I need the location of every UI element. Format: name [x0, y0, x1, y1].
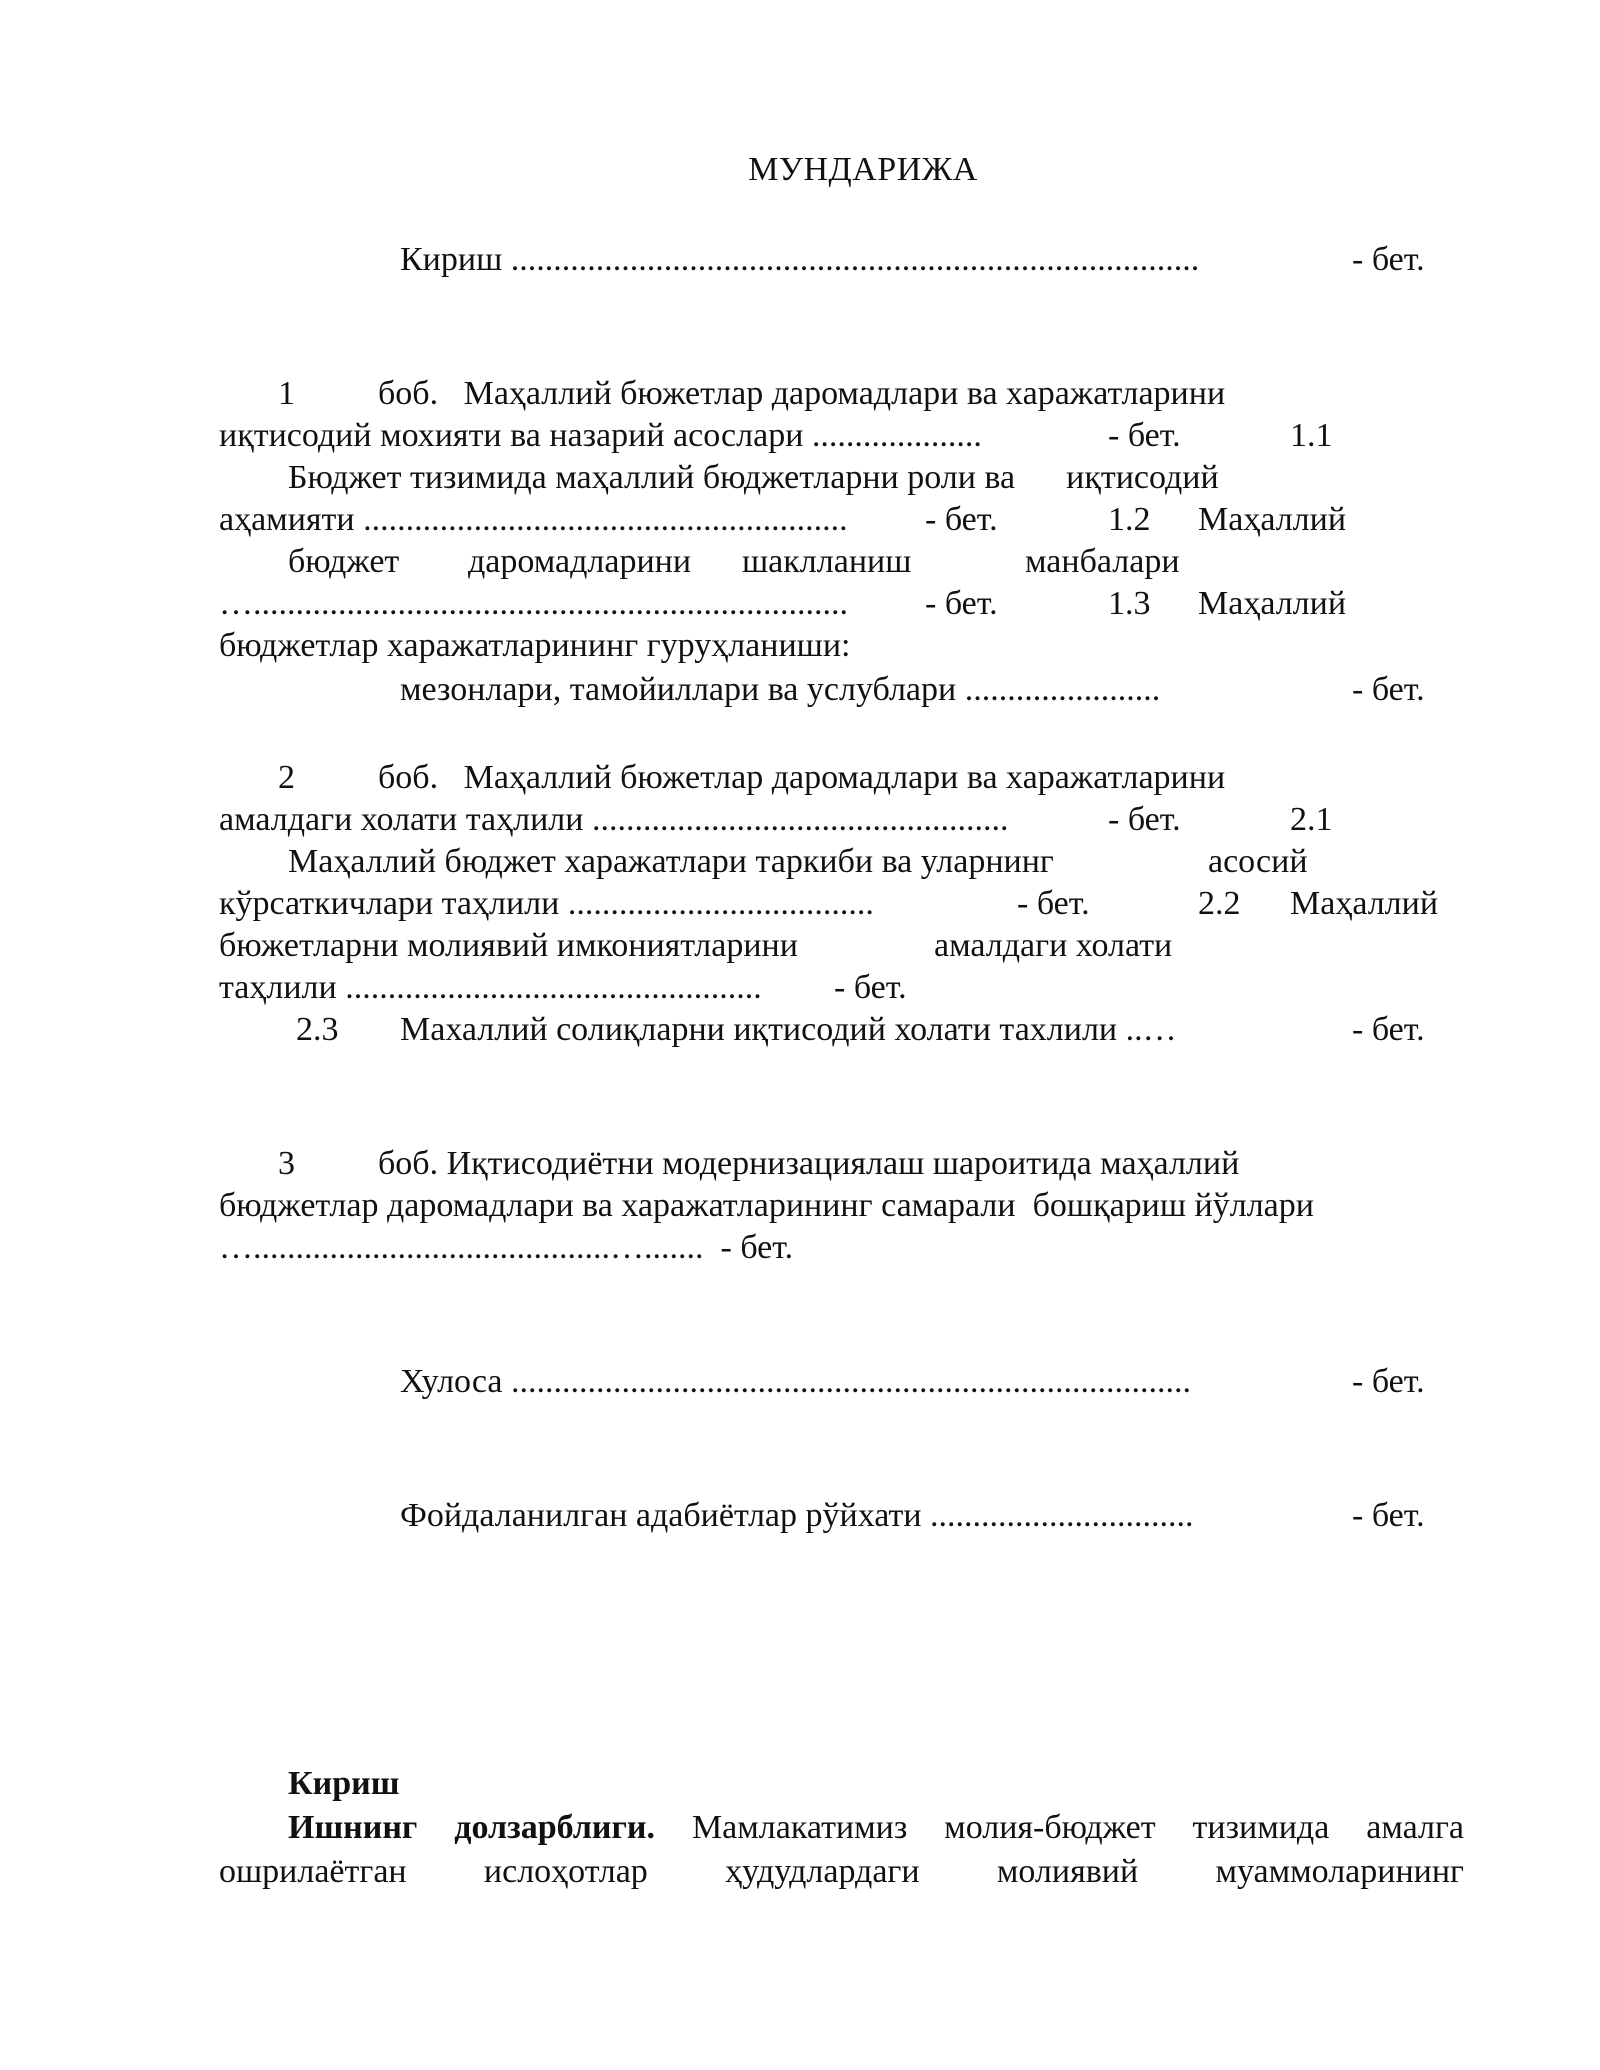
toc-2-2-line2-right: амалдаги холати: [934, 927, 1173, 964]
toc-1-3-number: 1.3: [1108, 585, 1151, 622]
toc-1-3-page: - бет.: [1352, 671, 1425, 708]
toc-references-text: Фойдаланилган адабиётлар рўйхати ...............................: [400, 1497, 1194, 1534]
toc-1-3-line3: мезонлари, тамойиллари ва услублари .......................: [400, 671, 1161, 708]
toc-2-3-page: - бет.: [1352, 1011, 1425, 1048]
toc-1-3-word: Маҳаллий: [1198, 585, 1347, 622]
toc-ch2-line2: амалдаги холати таҳлили .................................................: [219, 801, 1009, 838]
intro-lead-bold: Ишнинг долзарблиги.: [288, 1809, 656, 1846]
toc-ch3-line2: бюджетлар даромадлари ва харажатларининг самарали бошқариш йўллари: [219, 1187, 1314, 1224]
intro-paragraph-line2: ошрилаётган ислоҳотлар ҳудудлардаги молиявий муаммоларининг: [219, 1853, 1464, 1890]
toc-2-3-title: Махаллий солиқларни иқтисодий холати тахлили ..…: [400, 1011, 1177, 1048]
toc-1-2-word-b: даромадларини: [468, 543, 692, 580]
toc-conclusion-page: - бет.: [1352, 1363, 1425, 1400]
toc-1-2-word-c: шаклланиш: [742, 543, 912, 580]
intro-heading: Кириш: [288, 1765, 400, 1802]
toc-ch1-line2: иқтисодий мохияти ва назарий асослари ....................: [219, 417, 982, 454]
toc-ch3-title: боб. Иқтисодиётни модернизациялаш шароитида маҳаллий: [378, 1145, 1240, 1182]
toc-ch3-number: 3: [278, 1145, 295, 1182]
toc-ch3-line3: …..........................................…....... - бет.: [219, 1229, 794, 1266]
toc-2-1-word: асосий: [1208, 843, 1308, 880]
toc-1-2-word: Маҳаллий: [1198, 501, 1347, 538]
toc-1-2-word-a: бюджет: [288, 543, 400, 580]
toc-2-3-number: 2.3: [296, 1011, 339, 1048]
toc-1-2-line2: …......................................................................: [219, 585, 848, 622]
toc-1-1-line2: аҳамияти .........................................................: [219, 501, 848, 538]
toc-1-1-title: Бюджет тизимида маҳаллий бюджетларни роли ва иқтисодий: [288, 459, 1219, 496]
toc-2-2-line2: бюжетларни молиявий имкониятларини: [219, 927, 798, 964]
intro-line1-rest: Мамлакатимиз молия-бюджет тизимида амалга: [691, 1809, 1465, 1846]
toc-intro-text: Кириш .................................................................................: [400, 241, 1200, 278]
toc-1-3-line2: бюджетлар харажатларининг гуруҳланиши:: [219, 627, 851, 664]
toc-1-2-word-d: манбалари: [1025, 543, 1180, 580]
toc-2-2-word: Маҳаллий: [1290, 885, 1439, 922]
intro-paragraph-line1: [288, 1806, 1464, 1849]
toc-2-1-title: Маҳаллий бюджет харажатлари таркиби ва уларнинг: [288, 843, 1054, 880]
toc-1-1-number: 1.1: [1290, 417, 1333, 454]
toc-2-1-line2: кўрсаткичлари таҳлили ....................................: [219, 885, 874, 922]
toc-1-2-number: 1.2: [1108, 501, 1151, 538]
toc-1-2-page: - бет.: [925, 585, 998, 622]
toc-2-2-number: 2.2: [1198, 885, 1241, 922]
toc-references-page: - бет.: [1352, 1497, 1425, 1534]
toc-intro-page: - бет.: [1352, 241, 1425, 278]
toc-ch1-page: - бет.: [1108, 417, 1181, 454]
toc-ch1-number: 1: [278, 375, 295, 412]
toc-ch2-number: 2: [278, 759, 295, 796]
toc-conclusion-text: Хулоса ................................................................................: [400, 1363, 1191, 1400]
page-title: МУНДАРИЖА: [748, 151, 978, 188]
toc-2-1-page: - бет.: [1017, 885, 1090, 922]
toc-1-1-page: - бет.: [925, 501, 998, 538]
toc-ch1-title: боб. Маҳаллий бюжетлар даромадлари ва харажатларини: [378, 375, 1226, 412]
toc-2-2-page: - бет.: [834, 969, 907, 1006]
toc-2-2-line3: таҳлили .................................................: [219, 969, 762, 1006]
toc-2-1-number: 2.1: [1290, 801, 1333, 838]
toc-ch2-title: боб. Маҳаллий бюжетлар даромадлари ва харажатларини: [378, 759, 1226, 796]
toc-ch2-page: - бет.: [1108, 801, 1181, 838]
